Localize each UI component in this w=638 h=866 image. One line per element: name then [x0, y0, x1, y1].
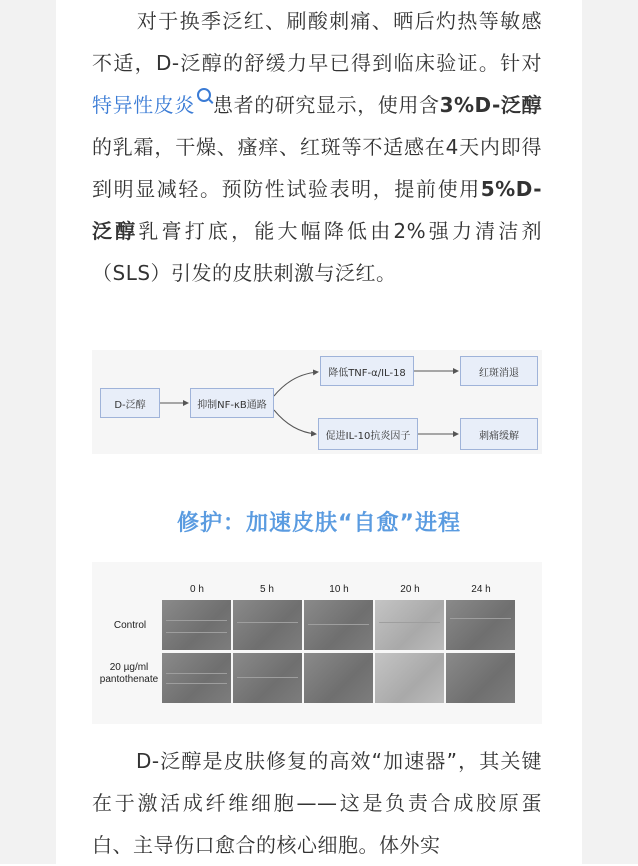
para1-text-c: 的乳霜，干燥、瘙痒、红斑等不适感在4天内即得到明显减轻。预防性试验表明，提前使用	[92, 135, 542, 201]
para1-text-b: 患者的研究显示，使用含	[212, 93, 440, 117]
row-label-control: Control	[113, 620, 147, 631]
wound-healing-figure	[92, 562, 542, 724]
paragraph-repair	[92, 740, 542, 866]
row-label-pantothenate: pantothenate	[99, 674, 159, 685]
para1-bold-5pct: 5%D-泛醇	[92, 177, 542, 243]
micrograph-treated-24h	[446, 653, 515, 703]
micrograph-control-10h	[304, 600, 373, 650]
right-margin	[582, 0, 638, 864]
micrograph-control-0h	[162, 600, 231, 650]
micrograph-treated-5h	[233, 653, 302, 703]
time-label-0h: 0 h	[190, 584, 204, 595]
node-promote-il10: 促进IL-10抗炎因子	[318, 418, 418, 450]
para2-text: D-泛醇是皮肤修复的高效“加速器”，其关键在于激活成纤维细胞——这是负责合成胶原蛋白、主导伤口愈合的核心细胞。体外实	[92, 749, 542, 857]
node-inhibit-nfkb: 抑制NF-κB通路	[190, 388, 274, 418]
time-label-10h: 10 h	[329, 584, 349, 595]
micrograph-treated-20h	[375, 653, 444, 703]
section-heading: 修护：加速皮肤“自愈”进程	[177, 511, 461, 536]
node-reduce-tnf: 降低TNF-α/IL-18	[320, 356, 414, 386]
row-label-treatment	[96, 662, 162, 686]
time-label-24h: 24 h	[471, 584, 491, 595]
para1-bold-3pct: 3%D-泛醇	[439, 93, 543, 117]
micrograph-control-20h	[375, 600, 444, 650]
micrograph-control-24h	[446, 600, 515, 650]
micrograph-treated-0h	[162, 653, 231, 703]
row-label-concentration: 20 µg/ml	[109, 662, 149, 673]
paragraph-soothing	[92, 0, 542, 294]
mechanism-diagram	[92, 350, 542, 454]
node-d-panthenol: D-泛醇	[100, 388, 160, 418]
micrograph-treated-10h	[304, 653, 373, 703]
para1-text-d: 乳膏打底，能大幅降低由2%强力清洁剂（SLS）引发的皮肤刺激与泛红。	[92, 219, 543, 285]
left-margin	[0, 0, 56, 864]
search-icon[interactable]	[197, 88, 211, 102]
node-sting-relief: 刺痛缓解	[460, 418, 538, 450]
time-label-20h: 20 h	[400, 584, 420, 595]
micrograph-control-5h	[233, 600, 302, 650]
node-erythema-fade: 红斑消退	[460, 356, 538, 386]
link-atopic-dermatitis[interactable]: 特异性皮炎	[92, 93, 195, 117]
article-body	[92, 0, 542, 294]
para1-text-a: 对于换季泛红、刷酸刺痛、晒后灼热等敏感不适，D-泛醇的舒缓力早已得到临床验证。针对	[92, 9, 542, 75]
time-label-5h: 5 h	[260, 584, 274, 595]
